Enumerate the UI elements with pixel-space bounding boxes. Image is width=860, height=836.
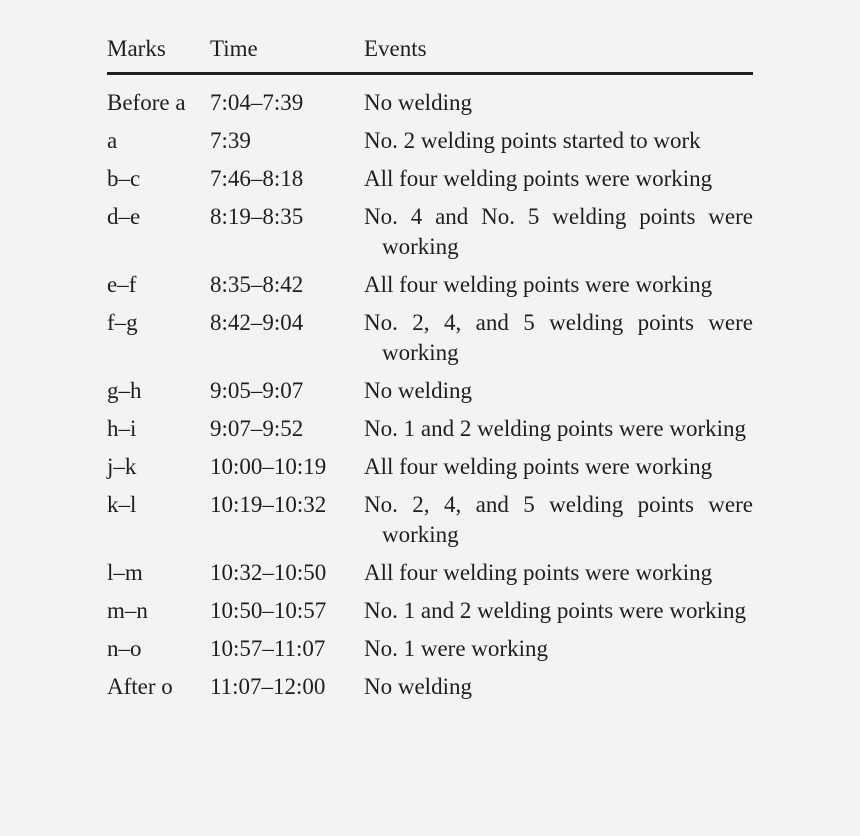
table-row <box>107 596 753 634</box>
welding-events-table <box>107 30 753 710</box>
events-text: No. 2, 4, and 5 welding points were working <box>364 492 753 547</box>
table-header <box>107 30 753 74</box>
marks-text: f–g <box>107 310 138 335</box>
cell-events <box>364 634 753 672</box>
cell-events <box>364 596 753 634</box>
events-text: No. 4 and No. 5 welding points were working <box>364 204 753 259</box>
cell-marks <box>107 672 210 710</box>
events-text: No. 1 and 2 welding points were working <box>364 416 746 441</box>
table-row <box>107 452 753 490</box>
marks-text: Before a <box>107 90 186 115</box>
cell-marks <box>107 202 210 270</box>
marks-text: m–n <box>107 598 148 623</box>
marks-text: g–h <box>107 378 142 403</box>
cell-time: 9:07–9:52 <box>210 416 304 441</box>
header-row <box>107 30 753 74</box>
header-events: Events <box>364 30 753 74</box>
cell-marks <box>107 596 210 634</box>
table-row <box>107 376 753 414</box>
events-text: No. 2, 4, and 5 welding points were working <box>364 310 753 365</box>
cell-time: 10:19–10:32 <box>210 492 327 517</box>
marks-text: j–k <box>107 454 137 479</box>
cell-events <box>364 126 753 164</box>
cell-events <box>364 270 753 308</box>
cell-time: 8:35–8:42 <box>210 272 304 297</box>
events-text: No. 1 were working <box>364 636 548 661</box>
events-text: All four welding points were working <box>364 272 713 297</box>
cell-time: 11:07–12:00 <box>210 674 326 699</box>
events-text: No welding <box>364 674 472 699</box>
cell-time: 7:04–7:39 <box>210 90 304 115</box>
cell-time: 7:39 <box>210 128 251 153</box>
cell-events <box>364 490 753 558</box>
cell-time: 9:05–9:07 <box>210 378 304 403</box>
cell-marks <box>107 452 210 490</box>
table-body <box>107 74 753 711</box>
table-row <box>107 490 753 558</box>
events-text: No. 2 welding points started to work <box>364 128 701 153</box>
cell-time: 10:50–10:57 <box>210 598 327 623</box>
events-text: No welding <box>364 378 472 403</box>
cell-marks <box>107 126 210 164</box>
cell-marks <box>107 308 210 376</box>
cell-time: 8:19–8:35 <box>210 204 304 229</box>
cell-time: 10:00–10:19 <box>210 454 327 479</box>
marks-text: k–l <box>107 492 137 517</box>
events-text: All four welding points were working <box>364 454 713 479</box>
header-time: Time <box>210 30 364 74</box>
table-row <box>107 270 753 308</box>
cell-events <box>364 202 753 270</box>
table-row <box>107 634 753 672</box>
table-row <box>107 126 753 164</box>
cell-events <box>364 308 753 376</box>
cell-marks <box>107 558 210 596</box>
cell-marks <box>107 74 210 127</box>
events-text: All four welding points were working <box>364 560 713 585</box>
cell-marks <box>107 376 210 414</box>
cell-events <box>364 74 753 127</box>
table-row <box>107 74 753 127</box>
table-row <box>107 672 753 710</box>
cell-time: 7:46–8:18 <box>210 166 304 191</box>
cell-marks <box>107 490 210 558</box>
cell-events <box>364 376 753 414</box>
table-row <box>107 164 753 202</box>
cell-time: 10:32–10:50 <box>210 560 327 585</box>
table-row <box>107 308 753 376</box>
marks-text: b–c <box>107 166 141 191</box>
events-text: No. 1 and 2 welding points were working <box>364 598 746 623</box>
cell-marks <box>107 634 210 672</box>
table-row <box>107 414 753 452</box>
table-row <box>107 558 753 596</box>
events-text: No welding <box>364 90 472 115</box>
marks-text: h–i <box>107 416 137 441</box>
marks-text: After o <box>107 674 173 699</box>
cell-events <box>364 672 753 710</box>
marks-text: n–o <box>107 636 142 661</box>
marks-text: l–m <box>107 560 143 585</box>
marks-text: d–e <box>107 204 141 229</box>
cell-time: 10:57–11:07 <box>210 636 326 661</box>
cell-events <box>364 558 753 596</box>
marks-text: a <box>107 128 118 153</box>
cell-marks <box>107 270 210 308</box>
cell-events <box>364 414 753 452</box>
header-marks: Marks <box>107 30 210 74</box>
cell-marks <box>107 414 210 452</box>
cell-events <box>364 164 753 202</box>
events-text: All four welding points were working <box>364 166 713 191</box>
marks-text: e–f <box>107 272 137 297</box>
cell-time: 8:42–9:04 <box>210 310 304 335</box>
table-row <box>107 202 753 270</box>
cell-marks <box>107 164 210 202</box>
cell-events <box>364 452 753 490</box>
